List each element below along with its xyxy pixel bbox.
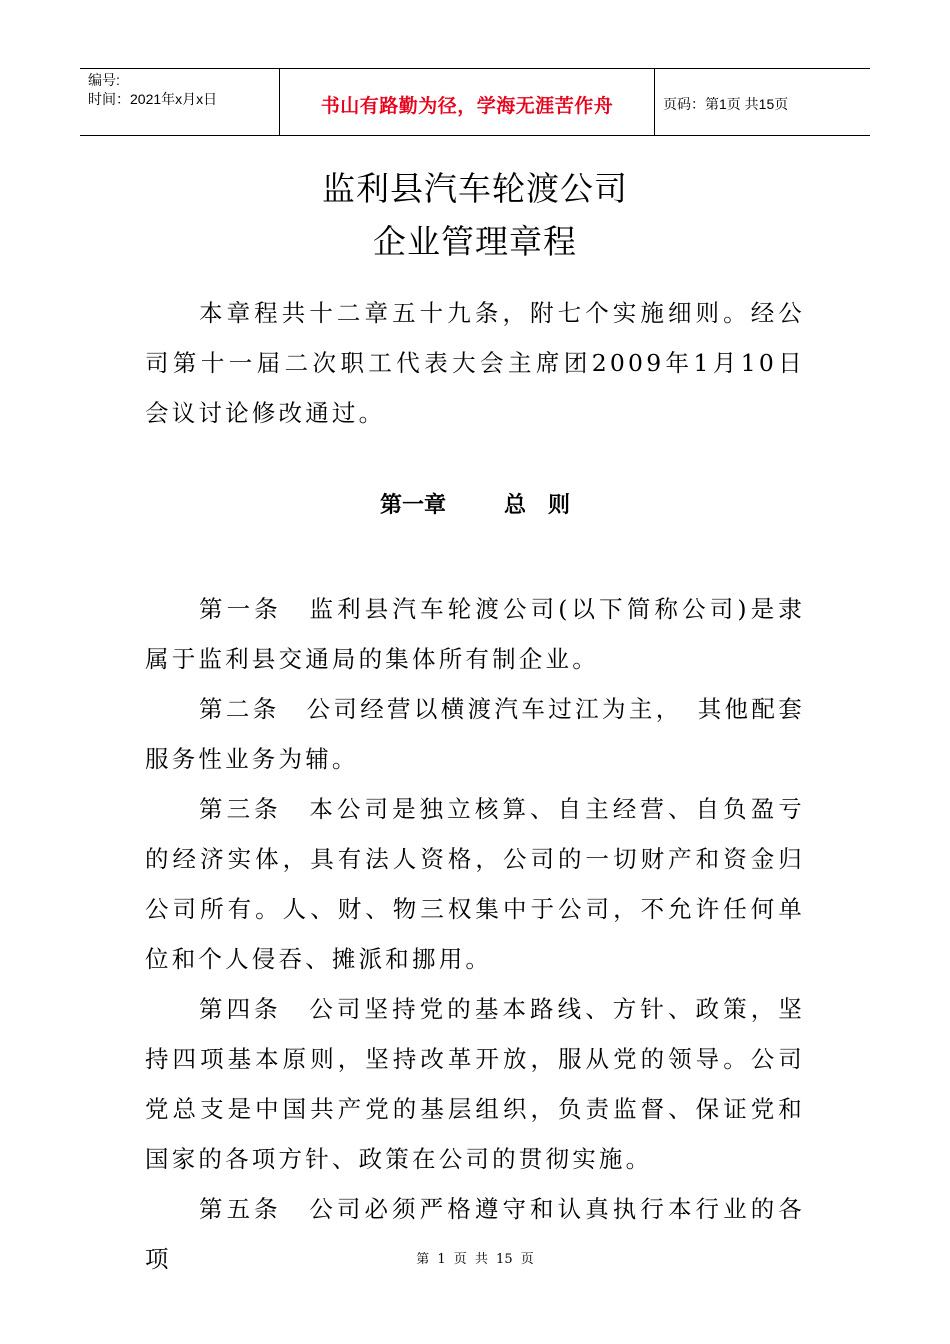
article-2: 第二条 公司经营以横渡汽车过江为主， 其他配套服务性业务为辅。 bbox=[145, 695, 805, 773]
document-time-label: 时间：2021年x月x日 bbox=[88, 91, 218, 107]
chapter-number: 第一章 bbox=[379, 493, 446, 518]
document-title-line1: 监利县汽车轮渡公司 bbox=[322, 169, 628, 208]
document-title-line2: 企业管理章程 bbox=[373, 222, 577, 261]
header-page-info: 页码：第1页 共15页 bbox=[663, 96, 789, 112]
header-meta-cell bbox=[80, 69, 280, 135]
chapter-heading bbox=[0, 488, 950, 519]
intro-paragraph: 本章程共十二章五十九条，附七个实施细则。经公司第十一届二次职工代表大会主席团2009年1月10日会议讨论修改通过。 bbox=[145, 299, 805, 427]
chapter-name: 总 则 bbox=[504, 493, 571, 518]
article-4: 第四条 公司坚持党的基本路线、方针、政策，坚持四项基本原则，坚持改革开放，服从党的领导。公司党总支是中国共产党的基层组织，负责监督、保证党和国家的各项方针、政策在公司的贯彻实施。 bbox=[145, 995, 805, 1173]
articles-section bbox=[145, 584, 805, 1284]
article-5: 第五条 公司必须严格遵守和认真执行本行业的各项 bbox=[145, 1195, 805, 1273]
document-number-label: 编号: bbox=[88, 72, 120, 88]
page-header bbox=[80, 68, 870, 136]
article-3: 第三条 本公司是独立核算、自主经营、自负盈亏的经济实体，具有法人资格，公司的一切财产和资金归公司所有。人、财、物三权集中于公司，不允许任何单位和个人侵吞、摊派和挪用。 bbox=[145, 795, 805, 973]
header-motto: 书山有路勤为径，学海无涯苦作舟 bbox=[280, 69, 655, 135]
article-1: 第一条 监利县汽车轮渡公司(以下简称公司)是隶属于监利县交通局的集体所有制企业。 bbox=[145, 595, 805, 673]
page-footer: 第 1 页 共 15 页 bbox=[416, 1252, 534, 1267]
